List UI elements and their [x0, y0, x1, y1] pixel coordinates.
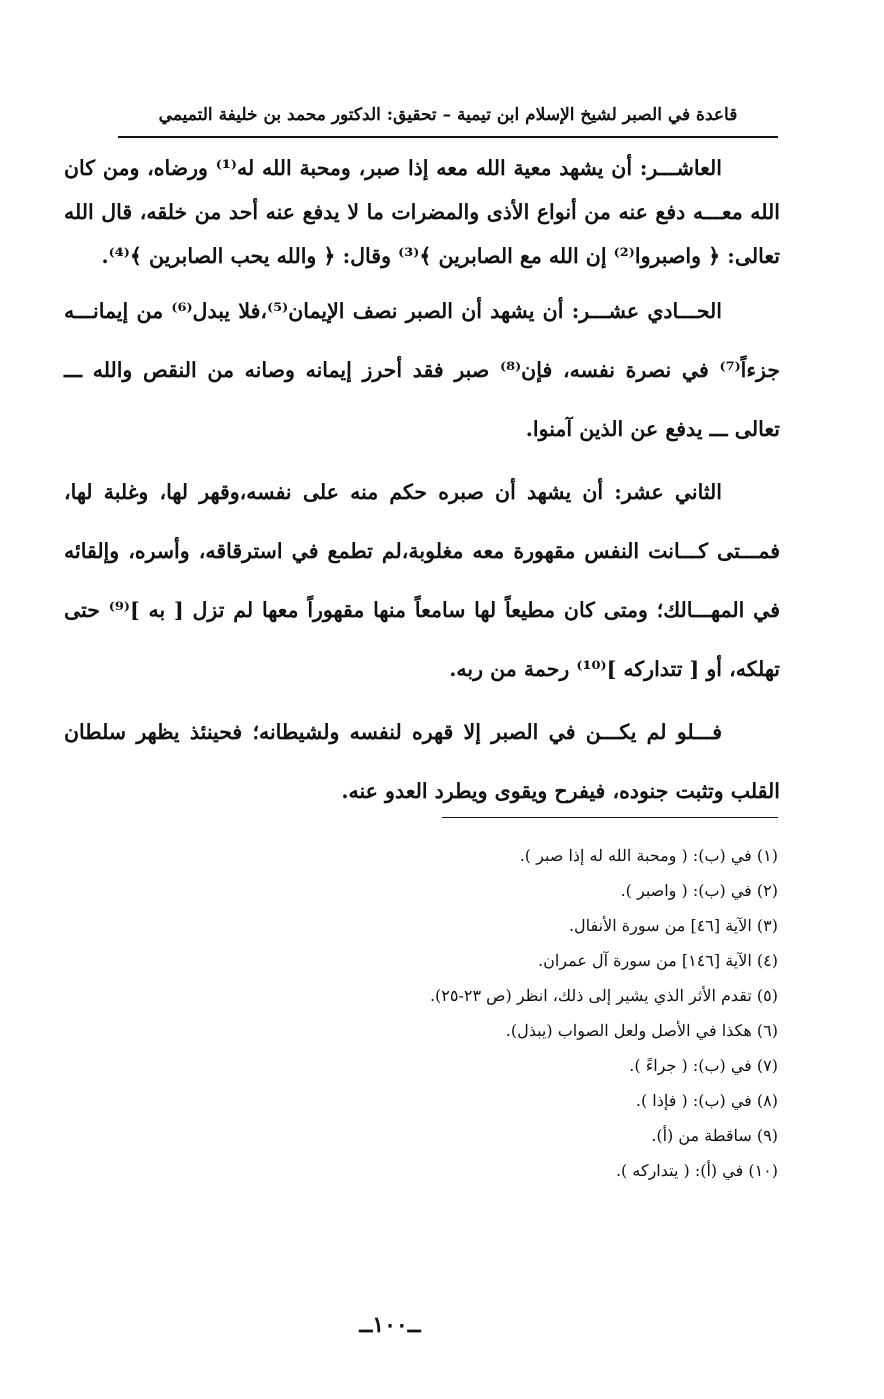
footnote: (١٠) في (أ): ( يتداركه ).: [615, 1161, 778, 1180]
footnote: (٨) في (ب): ( فإذا ).: [635, 1091, 778, 1110]
footnote: (٣) الآية [٤٦] من سورة الأنفال.: [568, 916, 778, 935]
footnotes: [250, 838, 778, 1188]
paragraph-twelfth: الثاني عشر: أن يشهد أن صبره حكم منه على نفسه،وقهر لها، وغلبة لها، فمـــتى كـــانت النفس مقهورة معه مغلوبة،لم تطمع في استرقاقه، وأسره، وإلقائه في المهـــالك؛ ومتى كان مطيعاً لها سامعاً منها مقهوراً معها لم تزل [ به ]⁽⁹⁾ حتى تهلكه، أو [ تتداركه ]⁽¹⁰⁾ رحمة من ربه.: [64, 480, 780, 681]
header-rule: [118, 136, 778, 138]
footnote: (٩) ساقطة من (أ).: [651, 1126, 778, 1145]
paragraph-tenth: العاشـــر: أن يشهد معية الله معه إذا صبر، ومحبة الله له⁽¹⁾ ورضاه، ومن كان الله معـــه دفع عنه من أنواع الأذى والمضرات ما لا يدفع عنه أحد من خلقه، قال الله تعالى: ﴿ واصبروا⁽²⁾ إن الله مع الصابرين ﴾⁽³⁾ وقال: ﴿ والله يحب الصابرين ﴾⁽⁴⁾.: [64, 156, 780, 268]
footnote: (٤) الآية [١٤٦] من سورة آل عمران.: [538, 951, 778, 970]
paragraph-conclusion: فـــلو لم يكـــن في الصبر إلا قهره لنفسه ولشيطانه؛ فحينئذ يظهر سلطان القلب وتثبت جنوده، فيفرح ويقوى ويطرد العدو عنه.: [64, 720, 780, 803]
footnote-rule: [442, 817, 778, 818]
footnote: (٦) هكذا في الأصل ولعل الصواب (يبذل).: [505, 1021, 778, 1040]
main-text: [64, 146, 780, 825]
page-number: ــ١٠٠ــ: [359, 1312, 421, 1338]
footnote: (١) في (ب): ( ومحبة الله له إذا صبر ).: [519, 846, 778, 865]
running-header: قاعدة في الصبر لشيخ الإسلام ابن تيمية – تحقيق: الدكتور محمد بن خليفة التميمي: [158, 105, 738, 125]
footnote: (٢) في (ب): ( واصبر ).: [620, 881, 778, 900]
footnote: (٥) تقدم الأثر الذي يشير إلى ذلك، انظر (ص ٢٣-٢٥).: [429, 986, 778, 1005]
paragraph-eleventh: الحـــادي عشـــر: أن يشهد أن الصبر نصف الإيمان⁽⁵⁾،فلا يبدل⁽⁶⁾ من إيمانـــه جزءاً⁽⁷⁾ في نصرة نفسه، فإن⁽⁸⁾ صبر فقد أحرز إيمانه وصانه من النقص والله ـــ تعالى ـــ يدفع عن الذين آمنوا.: [64, 299, 780, 441]
footnote: (٧) في (ب): ( جراءً ).: [629, 1056, 778, 1075]
